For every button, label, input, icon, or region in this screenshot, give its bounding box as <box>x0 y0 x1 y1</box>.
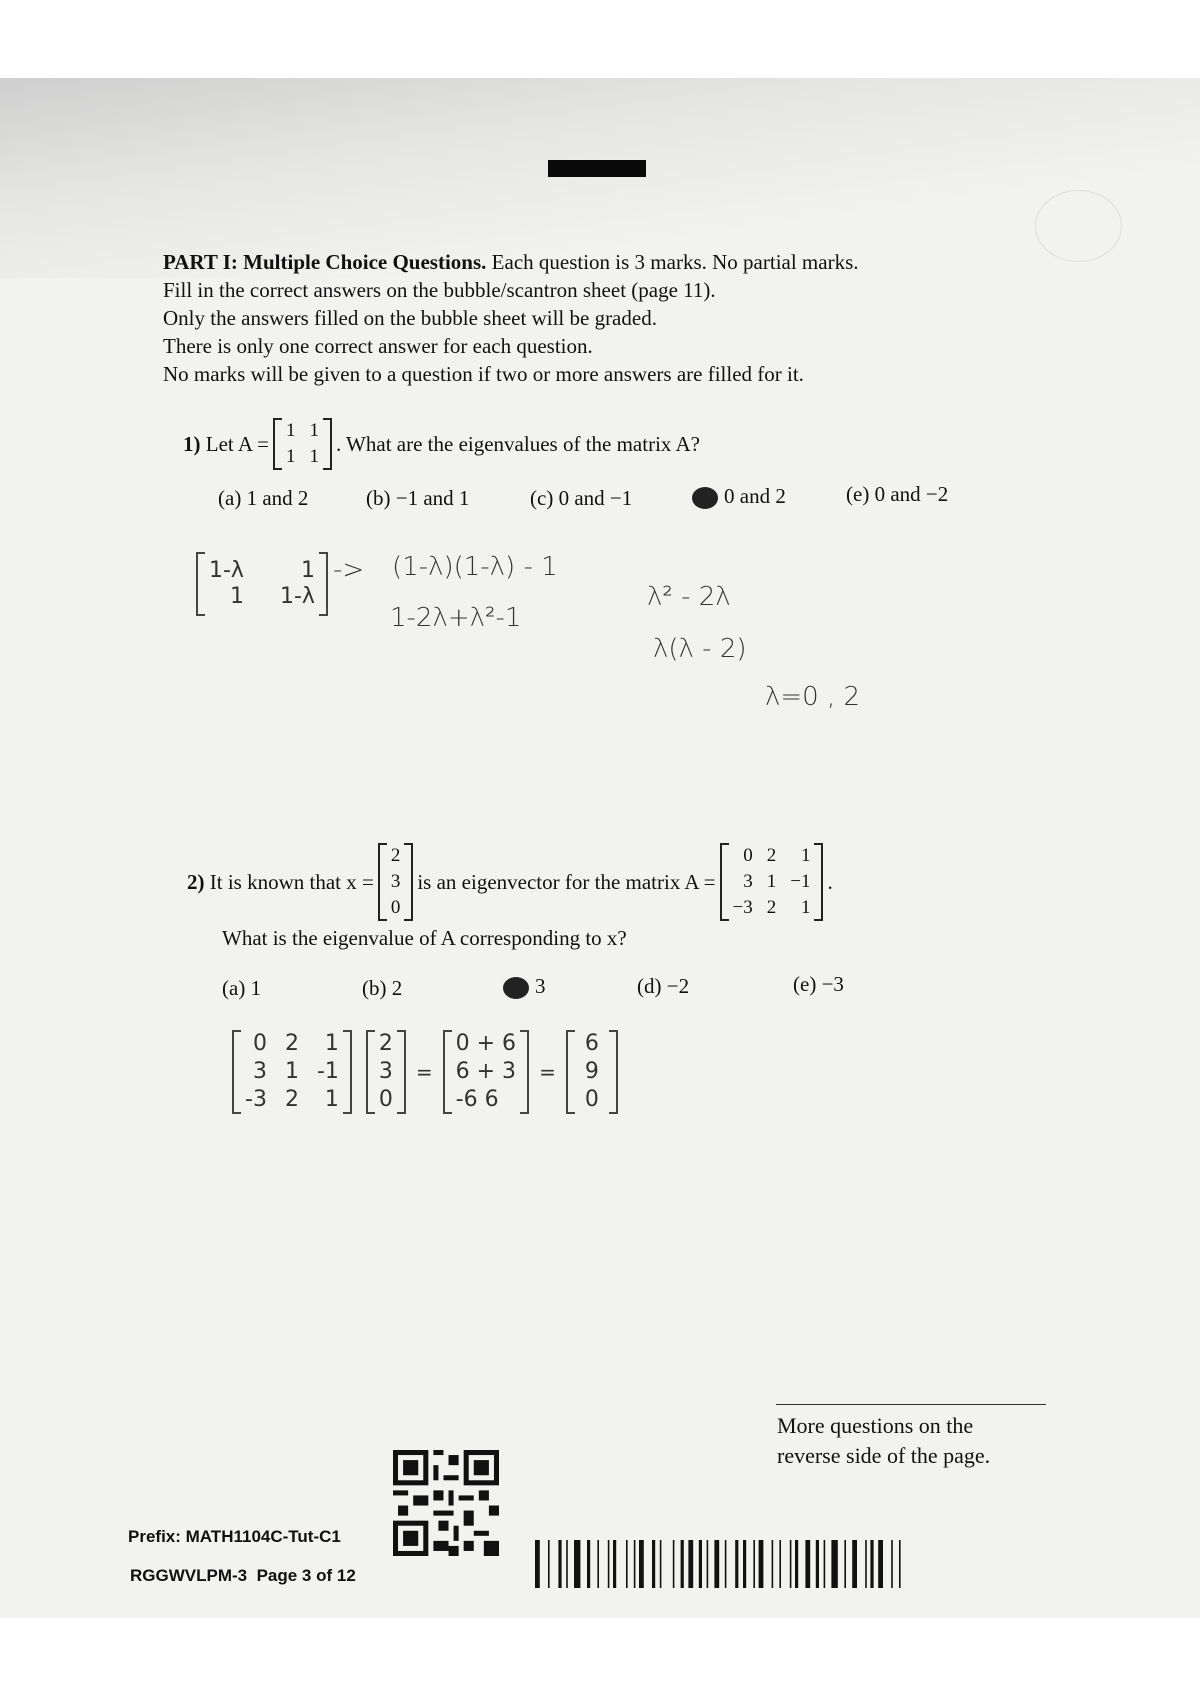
option-label: (e) <box>846 482 870 506</box>
option-text: −3 <box>821 972 844 996</box>
q1-work-line-5: λ=0 , 2 <box>765 682 861 712</box>
option-label: (c) <box>530 486 554 510</box>
vector-cell: 2 <box>378 1031 393 1056</box>
matrix-cell: -1 <box>316 1059 339 1084</box>
q1-work-line-4: λ(λ - 2) <box>653 634 747 664</box>
matrix-cell: 3 <box>252 1059 267 1084</box>
q1-lead: Let A = <box>205 431 269 456</box>
option-text: 0 and −2 <box>874 482 949 506</box>
q1-number: 1) <box>183 431 201 456</box>
barcode-bar <box>870 1540 873 1588</box>
vector-cell: 0 <box>390 897 401 918</box>
option-text: −2 <box>666 974 690 998</box>
matrix-cell: 2 <box>284 1087 299 1112</box>
part-title: PART I: Multiple Choice Questions. <box>163 250 487 274</box>
barcode-bar <box>634 1540 636 1588</box>
q2-option-d[interactable] <box>637 974 689 999</box>
footer-rule <box>776 1404 1046 1405</box>
matrix-cell: 1 <box>284 1059 299 1084</box>
matrix-cell: 2 <box>766 897 777 918</box>
barcode-bar <box>714 1540 719 1588</box>
option-label: (e) <box>793 972 817 996</box>
option-text: 2 <box>391 976 403 1000</box>
barcode-bar <box>608 1540 610 1588</box>
vector-cell: 3 <box>378 1059 393 1084</box>
option-label: (a) <box>218 486 242 510</box>
option-text: 0 and −1 <box>558 486 633 510</box>
barcode-bar <box>699 1540 702 1588</box>
barcode-bar <box>844 1540 846 1588</box>
q2-option-b[interactable] <box>362 976 402 1001</box>
matrix-cell: 1 <box>309 420 319 441</box>
barcode-bar <box>878 1540 883 1588</box>
q1-question-text: . What are the eigenvalues of the matrix A? <box>335 431 700 456</box>
code-text: RGGWVLPM-3 <box>130 1566 248 1585</box>
equals-sign: = <box>415 1060 433 1084</box>
option-text: 1 <box>250 976 262 1000</box>
barcode-bar <box>790 1540 792 1588</box>
q1-work-line-1: (1-λ)(1-λ) - 1 <box>392 552 558 582</box>
matrix-cell: −3 <box>732 897 753 918</box>
q2-work <box>228 1030 622 1114</box>
sum-cell: 6 + 3 <box>455 1059 517 1084</box>
barcode-bar <box>865 1540 867 1588</box>
q1-work-line-3: λ² - 2λ <box>647 582 731 612</box>
q2-vector <box>378 843 414 921</box>
more-line-1: More questions on the <box>777 1413 974 1438</box>
q2-work-result <box>566 1030 618 1114</box>
barcode-bar <box>626 1540 628 1588</box>
barcode-bar <box>597 1540 599 1588</box>
q2-middle-text: is an eigenvector for the matrix A = <box>417 869 716 894</box>
matrix-cell: 1 <box>800 897 811 918</box>
question-2 <box>187 843 833 921</box>
matrix-cell: 1 <box>766 871 777 892</box>
matrix-cell: 2 <box>766 845 777 866</box>
barcode-bar <box>772 1540 774 1588</box>
filled-bubble-icon <box>692 487 718 509</box>
q1-option-c[interactable] <box>530 486 632 511</box>
sum-cell: -6 6 <box>455 1087 499 1112</box>
option-label: (d) <box>637 974 662 998</box>
q2-lead: It is known that x = <box>209 869 374 894</box>
barcode-bar <box>660 1540 662 1588</box>
filled-bubble-icon <box>503 977 529 999</box>
barcode-bar <box>688 1540 693 1588</box>
instruction-line-5: No marks will be given to a question if two or more answers are filled for it. <box>163 362 804 386</box>
barcode-bar <box>779 1540 781 1588</box>
instruction-line-1: Each question is 3 marks. No partial marks. <box>491 250 859 274</box>
page-number: Page 3 of 12 <box>256 1566 356 1585</box>
matrix-cell: 1 <box>800 845 811 866</box>
matrix-cell: 1-λ <box>279 584 315 609</box>
matrix-cell: 1-λ <box>209 558 244 583</box>
matrix-cell: 0 <box>252 1031 267 1056</box>
matrix-cell: 1 <box>309 446 319 467</box>
matrix-cell: 0 <box>743 845 753 866</box>
more-questions-note <box>777 1411 990 1471</box>
q2-number: 2) <box>187 869 205 894</box>
barcode-bar <box>566 1540 568 1588</box>
option-text: 3 <box>535 974 546 998</box>
q2-option-c[interactable] <box>503 974 546 999</box>
q2-work-sum <box>443 1030 529 1114</box>
matrix-cell: 1 <box>229 584 244 609</box>
option-label: (b) <box>366 486 391 510</box>
matrix-cell: 3 <box>743 871 753 892</box>
q2-tail: . <box>827 869 833 894</box>
matrix-cell: −1 <box>790 871 811 892</box>
barcode-bar <box>743 1540 746 1588</box>
matrix-cell: 1 <box>285 446 296 467</box>
barcode-bar <box>574 1540 580 1588</box>
barcode-bar <box>652 1540 655 1588</box>
barcode-bar <box>891 1540 893 1588</box>
faint-stamp <box>1035 190 1122 262</box>
q2-option-e[interactable] <box>793 972 844 997</box>
instruction-line-4: There is only one correct answer for each question. <box>163 334 593 358</box>
question-1 <box>183 418 700 470</box>
matrix-cell: 1 <box>285 420 296 441</box>
q2-matrix <box>720 843 824 921</box>
q1-matrix <box>273 418 332 470</box>
matrix-cell: 2 <box>284 1031 299 1056</box>
option-label: (a) <box>222 976 246 1000</box>
q2-question-line-2: What is the eigenvalue of A corresponding to x? <box>222 926 627 950</box>
barcode-bar <box>852 1540 857 1588</box>
result-cell: 0 <box>584 1087 599 1112</box>
sum-cell: 0 + 6 <box>455 1031 517 1056</box>
barcode-bar <box>535 1540 540 1588</box>
vector-cell: 0 <box>378 1087 393 1112</box>
q1-option-a[interactable] <box>218 486 308 511</box>
barcode-bar <box>795 1540 798 1588</box>
q1-option-b[interactable] <box>366 486 469 511</box>
option-text: 0 and 2 <box>724 484 786 508</box>
barcode-bar <box>759 1540 764 1588</box>
redaction-bar <box>548 160 646 177</box>
barcode-bar <box>831 1540 837 1588</box>
equals-sign: = <box>539 1060 556 1084</box>
result-cell: 6 <box>584 1031 599 1056</box>
barcode-bar <box>753 1540 755 1588</box>
option-text: 1 and 2 <box>246 486 309 510</box>
form-code <box>130 1566 356 1586</box>
matrix-cell: 1 <box>324 1087 339 1112</box>
q1-work-line-2: 1-2λ+λ²-1 <box>390 603 522 633</box>
matrix-cell: 1 <box>300 558 315 583</box>
barcode-bar <box>707 1540 709 1588</box>
barcode-bar <box>735 1540 738 1588</box>
barcode-bar <box>824 1540 826 1588</box>
q1-option-e[interactable] <box>846 482 948 507</box>
q2-work-matrix <box>232 1030 352 1114</box>
barcode-bar <box>613 1540 616 1588</box>
option-text: −1 and 1 <box>395 486 470 510</box>
barcode-bar <box>899 1540 901 1588</box>
barcode-icon <box>535 1540 945 1588</box>
barcode-bar <box>725 1540 727 1588</box>
barcode-bar <box>639 1540 644 1588</box>
barcode-bar <box>587 1540 590 1588</box>
result-cell: 9 <box>584 1059 599 1084</box>
barcode-bar <box>558 1540 561 1588</box>
barcode-bar <box>805 1540 810 1588</box>
barcode-bar <box>816 1540 819 1588</box>
qr-code-icon <box>393 1450 499 1556</box>
prefix-label: Prefix: MATH1104C-Tut-C1 <box>128 1527 341 1546</box>
instructions <box>163 248 859 388</box>
instruction-line-2: Fill in the correct answers on the bubble/scantron sheet (page 11). <box>163 278 716 302</box>
q1-option-d[interactable] <box>692 484 786 509</box>
matrix-cell: 1 <box>324 1031 339 1056</box>
barcode-bar <box>681 1540 684 1588</box>
q1-work-arrow: -> <box>333 555 365 585</box>
q2-work-vector <box>366 1030 406 1114</box>
vector-cell: 3 <box>390 871 401 892</box>
instruction-line-3: Only the answers filled on the bubble sheet will be graded. <box>163 306 657 330</box>
matrix-cell: -3 <box>245 1087 267 1112</box>
barcode-bar <box>548 1540 550 1588</box>
more-line-2: reverse side of the page. <box>777 1443 991 1468</box>
option-label: (b) <box>362 976 387 1000</box>
q1-work-matrix <box>196 552 328 616</box>
barcode-bar <box>673 1540 675 1588</box>
vector-cell: 2 <box>390 845 401 866</box>
q2-option-a[interactable] <box>222 976 261 1001</box>
